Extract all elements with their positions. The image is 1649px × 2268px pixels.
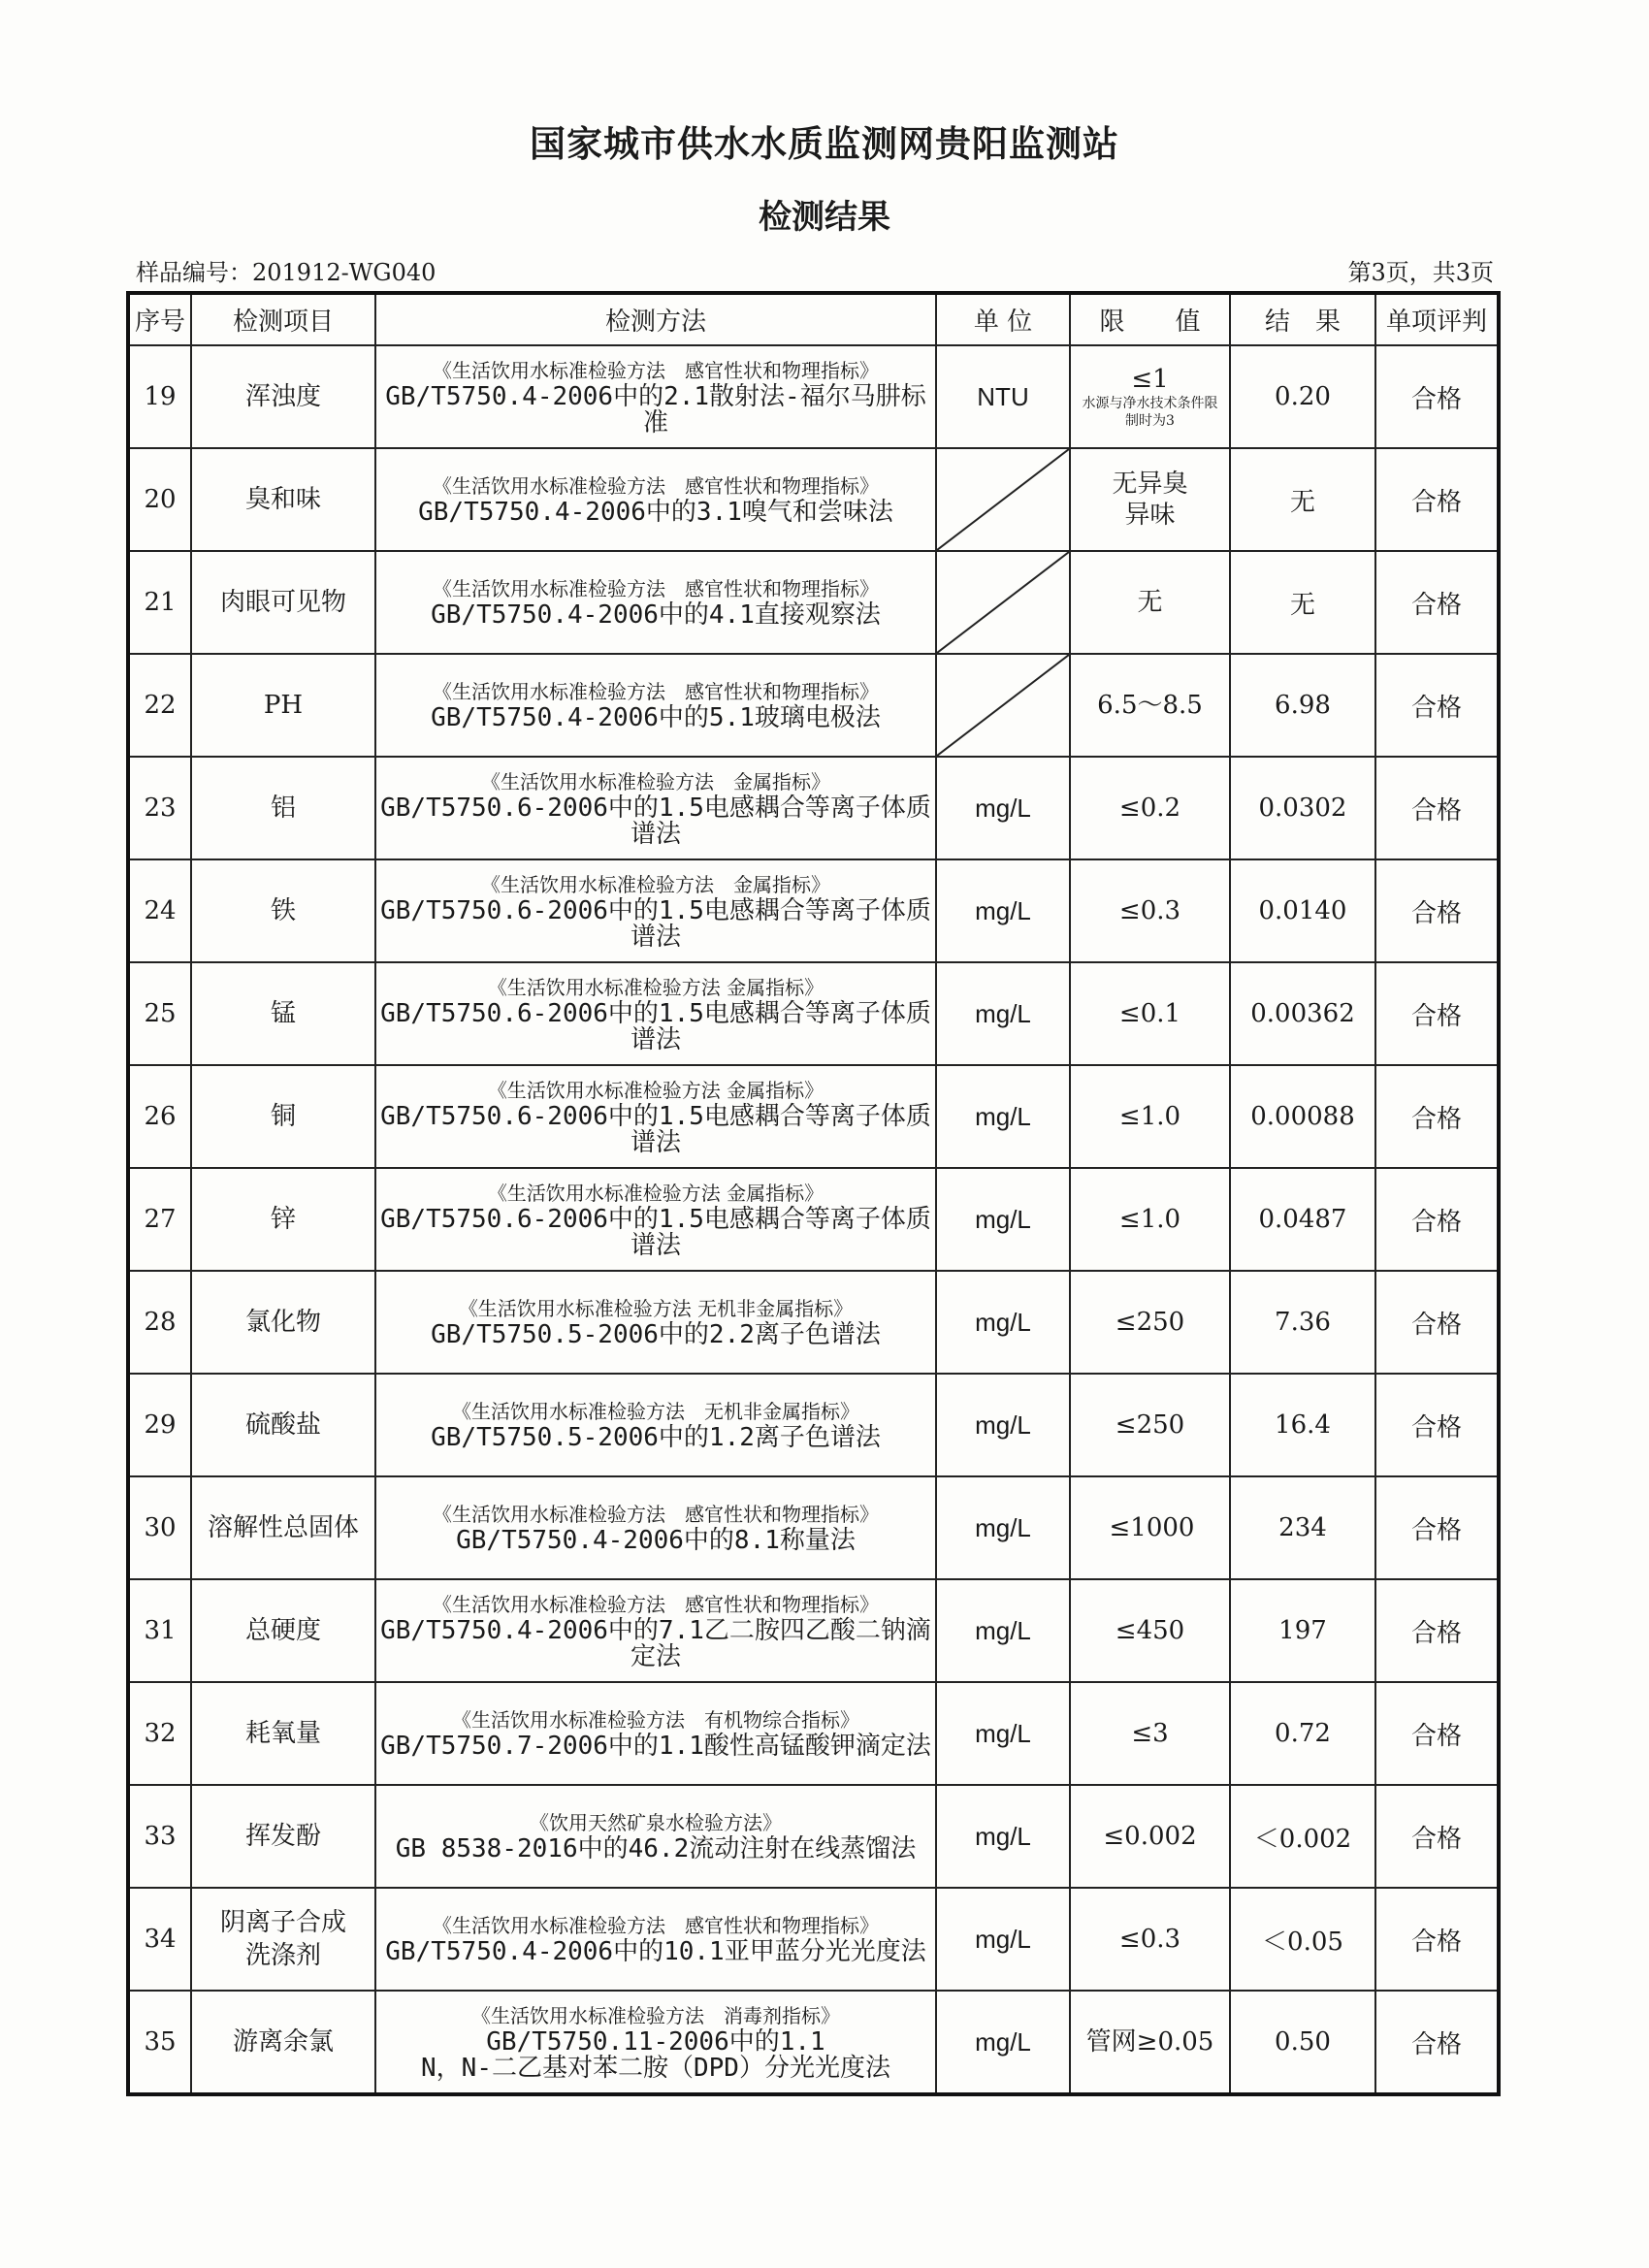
limit-cell: [1070, 1579, 1230, 1682]
row-number-cell: 34: [128, 1888, 191, 1991]
limit-value: 6.5～8.5: [1097, 691, 1203, 720]
method-standard-name: 《生活饮用水标准检验方法 感官性状和物理指标》: [433, 1914, 879, 1937]
test-item-cell: 臭和味: [191, 448, 375, 551]
unit-cell: mg/L: [936, 1476, 1070, 1579]
limit-value: ≤0.002: [1103, 1822, 1197, 1851]
test-item-cell: 肉眼可见物: [191, 551, 375, 654]
test-method-cell: [375, 1682, 936, 1785]
judgement-cell: 合格: [1375, 1785, 1499, 1888]
method-standard-code: GB/T5750.6-2006中的1.5电感耦合等离子体质谱法: [380, 895, 931, 952]
test-item-cell: 铁: [191, 859, 375, 962]
table-row: [128, 962, 1499, 1065]
limit-value: ≤0.3: [1118, 1925, 1181, 1954]
row-number-cell: 27: [128, 1168, 191, 1271]
judgement-cell: 合格: [1375, 859, 1499, 962]
table-row: [128, 1476, 1499, 1579]
test-item-cell: 锌: [191, 1168, 375, 1271]
result-cell: ＜0.05: [1230, 1888, 1375, 1991]
test-item-cell: 游离余氯: [191, 1991, 375, 2094]
method-standard-code: GB/T5750.5-2006中的2.2离子色谱法: [431, 1320, 881, 1349]
unit-cell-not-applicable: [936, 654, 1070, 757]
unit-cell: mg/L: [936, 1374, 1070, 1476]
method-standard-name: 《饮用天然矿泉水检验方法》: [530, 1811, 782, 1834]
method-standard-code: GB/T5750.4-2006中的3.1嗅气和尝味法: [418, 498, 893, 527]
test-item-cell: 挥发酚: [191, 1785, 375, 1888]
limit-cell: [1070, 448, 1230, 551]
method-standard-code: GB/T5750.4-2006中的4.1直接观察法: [431, 600, 881, 630]
result-cell: 7.36: [1230, 1271, 1375, 1374]
unit-cell-not-applicable: [936, 448, 1070, 551]
limit-note: 水源与净水技术条件限制时为3: [1082, 396, 1218, 429]
result-cell: 0.20: [1230, 345, 1375, 448]
test-item-cell: 耗氧量: [191, 1682, 375, 1785]
row-number-cell: 30: [128, 1476, 191, 1579]
method-standard-name: 《生活饮用水标准检验方法 感官性状和物理指标》: [433, 1503, 879, 1526]
col-header-item: 检测项目: [191, 293, 375, 345]
table-row: [128, 1271, 1499, 1374]
col-header-result: 结 果: [1230, 293, 1375, 345]
table-row: [128, 859, 1499, 962]
result-cell: 0.50: [1230, 1991, 1375, 2094]
result-cell: ＜0.002: [1230, 1785, 1375, 1888]
method-standard-name: 《生活饮用水标准检验方法 金属指标》: [487, 975, 824, 999]
method-standard-code: GB/T5750.6-2006中的1.5电感耦合等离子体质谱法: [380, 998, 931, 1054]
test-item-cell: 阴离子合成洗涤剂: [191, 1888, 375, 1991]
unit-cell: mg/L: [936, 962, 1070, 1065]
method-standard-code: GB/T5750.11-2006中的1.1: [486, 2026, 825, 2057]
judgement-cell: 合格: [1375, 757, 1499, 859]
row-number-cell: 29: [128, 1374, 191, 1476]
unit-cell: mg/L: [936, 1271, 1070, 1374]
unit-cell: mg/L: [936, 1168, 1070, 1271]
result-cell: 197: [1230, 1579, 1375, 1682]
row-number-cell: 33: [128, 1785, 191, 1888]
judgement-cell: 合格: [1375, 1168, 1499, 1271]
limit-cell: [1070, 1785, 1230, 1888]
test-method-cell: [375, 1579, 936, 1682]
limit-cell: [1070, 1682, 1230, 1785]
judgement-cell: 合格: [1375, 1579, 1499, 1682]
method-standard-code: GB/T5750.4-2006中的10.1亚甲蓝分光光度法: [385, 1937, 926, 1966]
limit-cell: [1070, 1374, 1230, 1476]
col-header-method: 检测方法: [375, 293, 936, 345]
method-standard-name: 《生活饮用水标准检验方法 感官性状和物理指标》: [433, 577, 879, 600]
method-standard-name: 《生活饮用水标准检验方法 感官性状和物理指标》: [433, 1592, 879, 1616]
method-standard-name: 《生活饮用水标准检验方法 感官性状和物理指标》: [433, 680, 879, 703]
result-cell: 16.4: [1230, 1374, 1375, 1476]
judgement-cell: 合格: [1375, 1991, 1499, 2094]
test-method-cell: [375, 1168, 936, 1271]
judgement-cell: 合格: [1375, 1065, 1499, 1168]
method-standard-name: 《生活饮用水标准检验方法 无机非金属指标》: [458, 1297, 854, 1320]
unit-cell: mg/L: [936, 859, 1070, 962]
judgement-cell: 合格: [1375, 654, 1499, 757]
limit-cell: [1070, 551, 1230, 654]
limit-cell: [1070, 757, 1230, 859]
test-item-cell: 铜: [191, 1065, 375, 1168]
method-standard-code: GB 8538-2016中的46.2流动注射在线蒸馏法: [395, 1834, 917, 1863]
table-row: [128, 1682, 1499, 1785]
table-row: [128, 1991, 1499, 2094]
table-row: [128, 1374, 1499, 1476]
test-method-cell: [375, 1785, 936, 1888]
test-item-cell: 氯化物: [191, 1271, 375, 1374]
col-header-unit: 单 位: [936, 293, 1070, 345]
method-standard-name: 《生活饮用水标准检验方法 无机非金属指标》: [452, 1400, 859, 1423]
table-row: [128, 448, 1499, 551]
table-body: [128, 345, 1499, 2094]
result-cell: 6.98: [1230, 654, 1375, 757]
unit-cell: mg/L: [936, 1888, 1070, 1991]
method-standard-name: 《生活饮用水标准检验方法 感官性状和物理指标》: [433, 474, 879, 498]
limit-value: ≤250: [1115, 1410, 1185, 1440]
result-cell: 0.72: [1230, 1682, 1375, 1785]
limit-cell: [1070, 1476, 1230, 1579]
page-info: 第3页，共3页: [1347, 259, 1494, 286]
table-header-row: [128, 293, 1499, 345]
report-subtitle: 检测结果: [759, 198, 890, 237]
test-item-cell: 硫酸盐: [191, 1374, 375, 1476]
result-cell: 0.0487: [1230, 1168, 1375, 1271]
test-method-cell: [375, 551, 936, 654]
judgement-cell: 合格: [1375, 1888, 1499, 1991]
unit-cell: NTU: [936, 345, 1070, 448]
table-row: [128, 1065, 1499, 1168]
method-standard-code: GB/T5750.4-2006中的5.1玻璃电极法: [431, 703, 881, 732]
test-item-cell: 浑浊度: [191, 345, 375, 448]
row-number-cell: 25: [128, 962, 191, 1065]
limit-value: 无异臭异味: [1112, 470, 1188, 530]
unit-cell: mg/L: [936, 1065, 1070, 1168]
limit-value: ≤0.3: [1118, 896, 1181, 925]
method-standard-code: GB/T5750.7-2006中的1.1酸性高锰酸钾滴定法: [380, 1732, 931, 1761]
judgement-cell: 合格: [1375, 345, 1499, 448]
test-method-cell: [375, 1271, 936, 1374]
result-cell: 无: [1230, 551, 1375, 654]
results-table: [126, 291, 1501, 2096]
test-method-cell: [375, 757, 936, 859]
limit-value: ≤0.2: [1118, 794, 1181, 823]
method-standard-code: GB/T5750.6-2006中的1.5电感耦合等离子体质谱法: [380, 1101, 931, 1157]
method-standard-code: GB/T5750.4-2006中的8.1称量法: [456, 1526, 856, 1555]
table-row: [128, 1168, 1499, 1271]
test-method-cell: [375, 859, 936, 962]
limit-cell: [1070, 1991, 1230, 2094]
test-item-cell: 溶解性总固体: [191, 1476, 375, 1579]
unit-cell-not-applicable: [936, 551, 1070, 654]
method-standard-code: GB/T5750.4-2006中的7.1乙二胺四乙酸二钠滴定法: [380, 1615, 931, 1671]
col-header-no: 序号: [128, 293, 191, 345]
method-standard-code: GB/T5750.6-2006中的1.5电感耦合等离子体质谱法: [380, 793, 931, 849]
result-cell: 无: [1230, 448, 1375, 551]
judgement-cell: 合格: [1375, 551, 1499, 654]
table-row: [128, 757, 1499, 859]
test-method-cell: [375, 1991, 936, 2094]
test-method-cell: [375, 1476, 936, 1579]
result-cell: 0.0140: [1230, 859, 1375, 962]
row-number-cell: 22: [128, 654, 191, 757]
table-row: [128, 1888, 1499, 1991]
limit-cell: [1070, 1888, 1230, 1991]
test-method-cell: [375, 345, 936, 448]
test-item-cell: 总硬度: [191, 1579, 375, 1682]
judgement-cell: 合格: [1375, 962, 1499, 1065]
row-number-cell: 24: [128, 859, 191, 962]
judgement-cell: 合格: [1375, 1374, 1499, 1476]
limit-value: ≤0.1: [1118, 999, 1181, 1028]
limit-value: 无: [1137, 588, 1163, 617]
row-number-cell: 35: [128, 1991, 191, 2094]
method-standard-name: 《生活饮用水标准检验方法 消毒剂指标》: [471, 2003, 840, 2027]
test-method-cell: [375, 448, 936, 551]
method-standard-name: 《生活饮用水标准检验方法 金属指标》: [487, 1181, 824, 1205]
limit-value: ≤1000: [1109, 1513, 1195, 1542]
limit-value: ≤1.0: [1118, 1102, 1181, 1131]
diagonal-slash-mark: [937, 552, 1069, 653]
unit-cell: mg/L: [936, 1785, 1070, 1888]
table-row: [128, 345, 1499, 448]
limit-cell: [1070, 859, 1230, 962]
result-cell: 0.00362: [1230, 962, 1375, 1065]
table-row: [128, 1785, 1499, 1888]
result-cell: 0.0302: [1230, 757, 1375, 859]
row-number-cell: 31: [128, 1579, 191, 1682]
row-number-cell: 28: [128, 1271, 191, 1374]
method-standard-name: 《生活饮用水标准检验方法 有机物综合指标》: [452, 1708, 859, 1732]
method-standard-code: GB/T5750.5-2006中的1.2离子色谱法: [431, 1423, 881, 1452]
row-number-cell: 21: [128, 551, 191, 654]
limit-cell: [1070, 654, 1230, 757]
judgement-cell: 合格: [1375, 1476, 1499, 1579]
judgement-cell: 合格: [1375, 448, 1499, 551]
row-number-cell: 23: [128, 757, 191, 859]
limit-value: ≤250: [1115, 1308, 1185, 1337]
test-method-cell: [375, 654, 936, 757]
limit-value: ≤3: [1131, 1719, 1169, 1748]
row-number-cell: 32: [128, 1682, 191, 1785]
test-method-cell: [375, 1374, 936, 1476]
test-item-cell: 铝: [191, 757, 375, 859]
unit-cell: mg/L: [936, 1579, 1070, 1682]
method-standard-code: GB/T5750.4-2006中的2.1散射法-福尔马肼标准: [385, 381, 926, 437]
unit-cell: mg/L: [936, 1991, 1070, 2094]
method-standard-code: GB/T5750.6-2006中的1.5电感耦合等离子体质谱法: [380, 1204, 931, 1260]
method-standard-name: 《生活饮用水标准检验方法 金属指标》: [487, 1078, 824, 1102]
limit-cell: [1070, 345, 1230, 448]
test-method-cell: [375, 1065, 936, 1168]
diagonal-slash-mark: [937, 449, 1069, 550]
method-standard-name: 《生活饮用水标准检验方法 感官性状和物理指标》: [433, 358, 879, 382]
judgement-cell: 合格: [1375, 1682, 1499, 1785]
table-row: [128, 1579, 1499, 1682]
sample-number: 样品编号：201912-WG040: [136, 259, 436, 286]
limit-value: ≤450: [1115, 1616, 1185, 1645]
row-number-cell: 20: [128, 448, 191, 551]
unit-cell: mg/L: [936, 757, 1070, 859]
method-standard-name: 《生活饮用水标准检验方法 金属指标》: [481, 872, 830, 896]
limit-value: ≤1.0: [1118, 1205, 1181, 1234]
table-row: [128, 654, 1499, 757]
report-title: 国家城市供水水质监测网贵阳监测站: [530, 122, 1119, 165]
col-header-limit: 限 值: [1070, 293, 1230, 345]
diagonal-slash-mark: [937, 655, 1069, 756]
limit-cell: [1070, 1271, 1230, 1374]
col-header-judgement: 单项评判: [1375, 293, 1499, 345]
limit-cell: [1070, 1168, 1230, 1271]
judgement-cell: 合格: [1375, 1271, 1499, 1374]
limit-cell: [1070, 962, 1230, 1065]
limit-cell: [1070, 1065, 1230, 1168]
method-standard-name: 《生活饮用水标准检验方法 金属指标》: [481, 769, 830, 794]
row-number-cell: 26: [128, 1065, 191, 1168]
test-item-cell: 锰: [191, 962, 375, 1065]
unit-cell: mg/L: [936, 1682, 1070, 1785]
test-method-cell: [375, 962, 936, 1065]
result-cell: 234: [1230, 1476, 1375, 1579]
limit-value: ≤1: [1131, 365, 1169, 394]
test-item-cell: PH: [191, 654, 375, 757]
limit-value: 管网≥0.05: [1085, 2027, 1214, 2057]
table-row: [128, 551, 1499, 654]
result-cell: 0.00088: [1230, 1065, 1375, 1168]
row-number-cell: 19: [128, 345, 191, 448]
test-method-cell: [375, 1888, 936, 1991]
method-detail: N，N-二乙基对苯二胺（DPD）分光光度法: [421, 2053, 890, 2083]
